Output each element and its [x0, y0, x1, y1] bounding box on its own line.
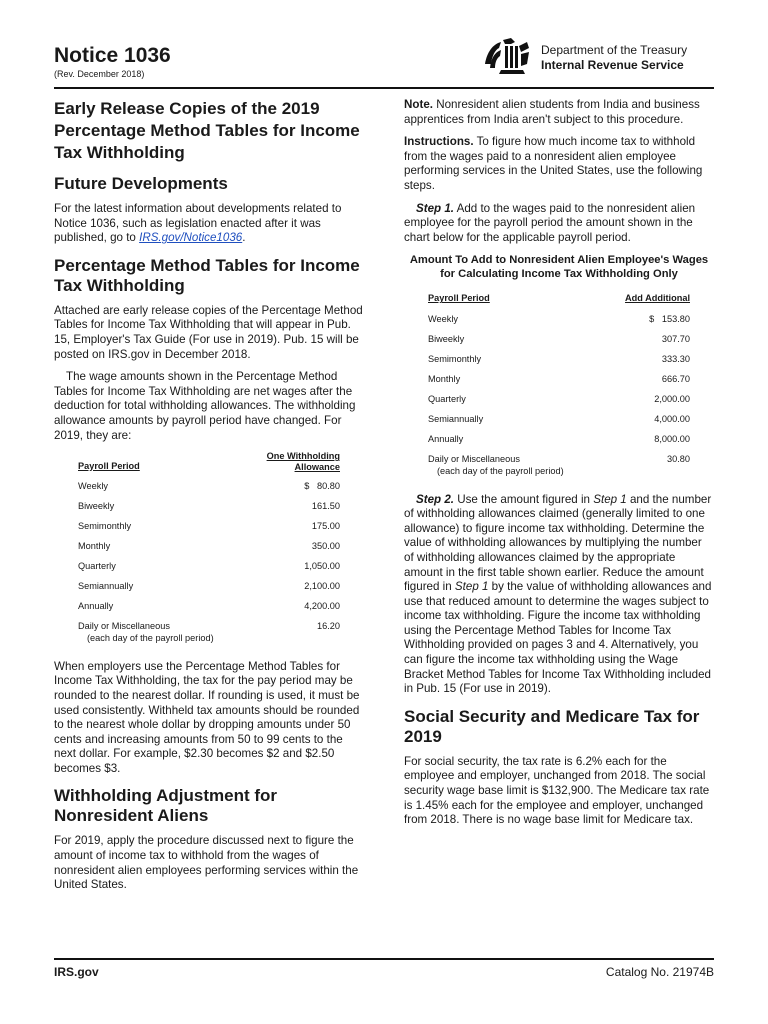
table-row: Biweekly 161.50	[78, 501, 340, 512]
table-row: Monthly 350.00	[78, 541, 340, 552]
left-column	[54, 98, 364, 901]
table-row: Weekly $ 80.80	[78, 481, 340, 492]
footer-rule	[54, 958, 714, 960]
social-security-paragraph: For social security, the tax rate is 6.2% each for the employee and employer, unchanged from 2018. The social security wage base limit is $132,900. The Medicare tax rate is 1.45% each for the employee and employer, unchanged from 2018. There is no wage base limit for Medicare tax.	[404, 754, 710, 827]
notice-title: Notice 1036	[54, 44, 171, 67]
payroll-period-header: Payroll Period	[428, 293, 490, 304]
table-row: Biweekly 307.70	[428, 333, 690, 344]
social-security-heading: Social Security and Medicare Tax for 2019	[404, 706, 700, 746]
table-row: Semimonthly 333.30	[428, 353, 690, 364]
table-row: Daily or Miscellaneous 30.80	[428, 453, 690, 464]
table-row: Annually 4,200.00	[78, 601, 340, 612]
future-developments-heading: Future Developments	[54, 174, 228, 193]
table-row: Weekly $ 153.80	[428, 313, 690, 324]
irs-eagle-logo	[481, 34, 533, 78]
percentage-method-heading: Percentage Method Tables for Income Tax Withholding	[54, 255, 360, 295]
table-row: Semimonthly 175.00	[78, 521, 340, 532]
future-developments-text: For the latest information about developments related to Notice 1036, such as legislation enacted after it was published, go to IRS.gov/Notice1036.	[54, 202, 342, 245]
attached-paragraph: Attached are early release copies of the Percentage Method Tables for Income Tax Withholding that will appear in Pub. 15, Employer's Tax Guide (For use in 2019). Pub. 15 will be posted on IRS.gov in December 2018.	[54, 303, 363, 361]
withholding-adjustment-heading: Withholding Adjustment for Nonresident Aliens	[54, 786, 278, 826]
nonresident-table	[428, 291, 690, 478]
step2-paragraph: Step 2. Use the amount figured in Step 1 and the number of withholding allowances claimed (generally limited to one allowance) to figure income tax withholding. Determine the value of withholding allowances by multiplying the number of withholding allowances claimed by the appropriate amount in the first table shown earlier. Reduce the amount figured in Step 1 by the value of withholding allowances and use that reduced amount to determine the wages subject to income tax withholding. Figure the income tax withholding using the Percentage Method Tables for Income Tax Withholding provided on pages 3 and 4. Alternatively, you can figure the income tax withholding using the Wage Bracket Method Tables for Income Tax Withholding included in Pub. 15 (For use in 2019).	[404, 492, 712, 696]
allowance-header: One Withholding Allowance	[266, 451, 340, 473]
allowance-table-header	[78, 451, 340, 473]
allowance-table	[78, 451, 340, 646]
table-note: (each day of the payroll period)	[87, 633, 214, 644]
footer-site: IRS.gov	[54, 965, 99, 979]
wage-amounts-paragraph: The wage amounts shown in the Percentage Method Tables for Income Tax Withholding are net wages after the deduction for total withholding allowances. The withholding allowance amounts by payroll period have changed. For 2019, they are:	[54, 370, 356, 442]
table-row: Monthly 666.70	[428, 373, 690, 384]
catalog-number: Catalog No. 21974B	[605, 965, 714, 979]
table-row: Semiannually 2,100.00	[78, 581, 340, 592]
department-name: Department of the Treasury	[541, 43, 688, 57]
agency-name: Internal Revenue Service	[541, 58, 684, 72]
right-column	[404, 98, 714, 836]
header-rule	[54, 87, 714, 89]
nonresident-table-header	[428, 291, 690, 306]
payroll-period-header: Payroll Period	[78, 460, 140, 471]
early-release-heading: Early Release Copies of the 2019 Percentage Method Tables for Income Tax Withholding	[54, 99, 360, 162]
department-block	[541, 43, 687, 73]
procedure-paragraph: For 2019, apply the procedure discussed next to figure the amount of income tax to withhold from the wages of nonresident alien employees performing services within the United States.	[54, 834, 359, 892]
table-row: Daily or Miscellaneous 16.20	[78, 621, 340, 632]
revision-date: (Rev. December 2018)	[54, 69, 145, 79]
instructions-paragraph: Instructions. To figure how much income tax to withhold from the wages paid to a nonresident alien employee performing services in the United States, use the following steps.	[404, 135, 703, 192]
rounding-paragraph: When employers use the Percentage Method Tables for Income Tax Withholding, the tax for the pay period may be rounded to the nearest dollar. If rounding is used, it must be used consistently. Withheld tax amounts should be rounded to the nearest whole dollar by dropping amounts under 50 cents and increasing amounts from 50 to 99 cents to the next dollar. For example, $2.30 becomes $2 and $2.50 becomes $3.	[54, 659, 360, 775]
table-row: Quarterly 1,050.00	[78, 561, 340, 572]
table-row: Semiannually 4,000.00	[428, 413, 690, 424]
step1-paragraph: Step 1. Add to the wages paid to the nonresident alien employee for the payroll period the amount shown in the chart below for the applicable payroll period.	[404, 201, 696, 244]
nonresident-table-title: Amount To Add to Nonresident Alien Employee's Wages for Calculating Income Tax Withholding Only	[409, 254, 709, 281]
table-row: Quarterly 2,000.00	[428, 393, 690, 404]
add-additional-header: Add Additional	[625, 293, 690, 304]
note-paragraph: Note. Nonresident alien students from India and business apprentices from India aren't subject to this procedure.	[404, 98, 700, 126]
notice-link[interactable]: IRS.gov/Notice1036	[139, 231, 243, 245]
table-note: (each day of the payroll period)	[437, 465, 564, 476]
table-row: Annually 8,000.00	[428, 433, 690, 444]
